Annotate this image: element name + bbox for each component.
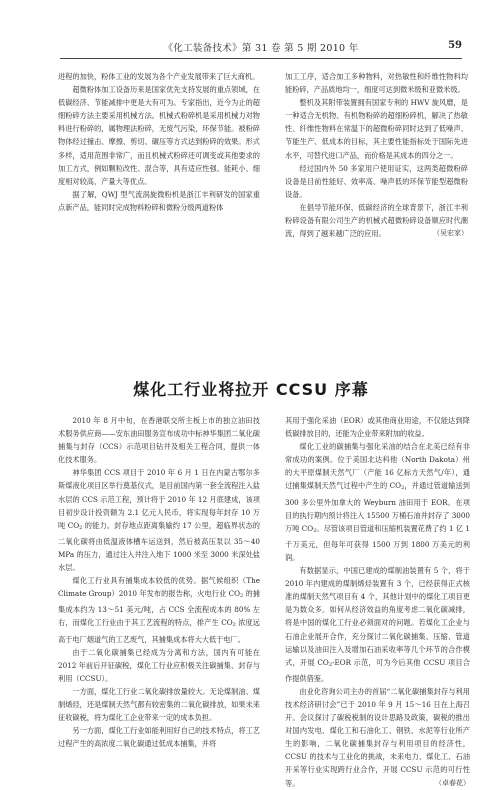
paragraph: 进程的加快，粉体工业的发展为各个产业发展带来了巨大商机。 xyxy=(58,72,260,81)
paragraph: 经过国内外 50 多家用户使用证实，这两类超微粉碎设备是目前性能好、效率高、噪声低的环保节能型超微粉设备。 xyxy=(285,163,468,199)
running-header xyxy=(60,40,462,56)
paragraph-text: 有数据显示，中国已建成的煤制油装置有 5 个，将于 2010 年内建成的煤制烯烃装置有 3 个，已经获得正式核准的煤制天然气项目有 4 个，其他计划中的煤化工项目更是为数众多。如何从经济效益的角度考虑二氧化碳减排，将是中国的煤化工行业必须面对的问题。若煤化工企业与石油企业展开合作，充分探讨二氧化碳捕集、压缩、管道运输以及油田注入及增加石油采收率等几个环节的合作模式，开展 CO xyxy=(285,566,470,667)
subscript: 2 xyxy=(313,527,317,534)
paragraph: 2010 年 8 月中旬，在香港联交所主板上市的独立油田技术服务供应商——安东油田服务宣布成功中标神华集团二氧化碳捕集与封存（CCS）示范项目钻井及相关工程合同，提供一体化技术服务。 xyxy=(58,416,260,465)
paragraph-text: 。尽管该项目管道和压缩机装置花费了约 1 亿 1 千万美元，但每年可获得 1500 万到 1800 万美元的利润。 xyxy=(285,523,470,562)
paragraph-text: 煤化工业的碳捕集与强化采油的结合在北美已经有非常成功的案例。位于美国北达科他（North Dakota）州的大平原煤制天然气厂（产能 16 亿标方天然气/年），通过捕集煤制天然气过程中产生的 CO xyxy=(285,442,470,491)
paragraph xyxy=(285,440,470,564)
top-right-column xyxy=(285,70,468,240)
subscript: 2 xyxy=(232,622,236,629)
paragraph-text: 在倡导节能环保、低碳经济的全球背景下，浙江丰利粉碎设备有限公司生产的机械式超微粉碎设备顺应时代潮流，得到了越来越广泛的应用。 xyxy=(285,202,468,239)
header-rule xyxy=(60,58,462,59)
page-number: 59 xyxy=(448,40,462,51)
paragraph-text: -EOR 示范，可为今后其他 CCSU 项目合作提供借鉴。 xyxy=(285,657,470,683)
paragraph-text: 煤化工行业具有捕集成本较低的优势。据气候组织（The Climate Group）2010 年发布的报告称，火电行业 CO xyxy=(58,576,260,599)
paragraph: 超微粉体加工设备历来是国家优先支持发展的重点领域，在低碳经济、节能减排中更是大有可为。专家指出，近今为止的超细粉碎方法主要采用机械方法。机械式粉碎机是采用机械力对物料进行粉碎的，属物理法粉碎，无废气污染，环保节能。被粉碎物体经过撞击、摩擦、剪切、碾压等方式达到粉碎的效果。形式多样，适用范围非常广，而且机械式粉碎还可调变或其他要求的加工方式，例如颗粒改性、混合等，具有适应性强、能耗小、细度相对较高、产量大等优点。 xyxy=(58,85,260,186)
author-signature: （卓春花） xyxy=(435,778,470,787)
paragraph-text: 的能力。封存地点距离集输约 17 公里，超临界状态的二氧化碳将由低温液体槽车运送到，然后被高压泵以 35～40 MPa 的压力，通过注入井注入地下 1000 米至 3000 米深处盐水层。 xyxy=(58,520,260,573)
paragraph: 其用于强化采油（EOR）或其他商业用途，不仅能达到降低碳排放目的，还能为企业带来附加的收益。 xyxy=(285,416,470,439)
subscript: 2 xyxy=(240,593,244,600)
paragraph: 由于二氧化碳捕集已经成为分离和方法，国内有可能在 2012 年前后开征碳税，煤化工行业应积极关注碳捕集、封存与利用（CCSU）。 xyxy=(58,647,260,683)
journal-title: 《化工装备技术》第 31 卷 第 5 期 2010 年 xyxy=(163,43,359,54)
paragraph: 整机及其附带装置拥有国家专利的 HWV 旋风磨，是一种适合无机物、有机物粉碎的超细粉碎机，解决了热敏性、纤维性物料在常温下的超微粉碎同时达到了低噪声、节能生产、低成本的目标，其主要性能指标处于国际先进水平，可替代进口产品，而价格是其成本的四分之一。 xyxy=(285,98,468,160)
paragraph: 另一方面，煤化工行业如能利用好自己的技术特点，将工艺过程产生的高浓度二氧化碳通过低成本捕集，并将 xyxy=(58,726,260,749)
paragraph-text: ，并通过管道输送到 300 多公里外加拿大的 Weyburn 油田用于 EOR。在项目的执行期内预计将注入 15500 万桶石油并封存了 3000 万吨 CO xyxy=(285,481,470,533)
paragraph xyxy=(285,201,468,240)
top-left-column xyxy=(58,70,260,214)
subscript: 2 xyxy=(328,661,333,668)
paragraph: 据了解，QWJ 型气流涡旋微粉机是浙江丰利研发的国家重点新产品，能同时完成物料粉碎和微粉分级两道粉体 xyxy=(58,189,260,212)
paragraph-text: 浓度远高于电厂烟道气的工艺废气，其捕集成本将大大低于电厂。 xyxy=(58,618,260,644)
subscript: 2 xyxy=(401,485,405,492)
paragraph: 加工工序，适合加工多种物料，对热敏性和纤维性物料均能粉碎，产品质地均一，细度可达到微米级和亚微米级。 xyxy=(285,72,468,95)
paragraph xyxy=(58,574,260,645)
bottom-left-column xyxy=(58,414,260,750)
paragraph-text: 神华集团 CCS 项目于 2010 年 6 月 1 日在内蒙古鄂尔多斯煤液化项目区举行奠基仪式，是目前国内第一套全流程注入盐水层的 CCS 示范工程，预计将于 2010 年 12 月底建成，该项目初步设计投资额为 2.1 亿元人民币，将实现每年封存 10 万吨 CO xyxy=(58,468,260,530)
paragraph: 一方面，煤化工行业二氧化碳排放量较大。无论煤制油、煤制烯烃，还是煤制天然气都有较密集的二氧化碳排放，如果未来征收碳税，将为煤化工企业带来一定的成本负担。 xyxy=(58,686,260,723)
author-signature: （吴宏家） xyxy=(433,229,468,238)
paragraph xyxy=(285,564,470,685)
paragraph xyxy=(58,466,260,574)
article-title: 煤化工行业将拉开 CCSU 序幕 xyxy=(133,380,369,399)
paragraph-text: 的捕集成本约为 13～51 美元/吨，占 CCS 全流程成本的 80% 左右，而煤化工行业由于其工艺流程的特点，排产生 CO xyxy=(58,589,260,628)
bottom-right-column xyxy=(285,414,470,790)
paragraph-text: 由业化咨询公司主办的首届“二氧化碳捕集封存与利用技术经济研讨会”已于 2010 年 9 月 15～16 日在上海召开。会议探讨了碳税税制的设计思路及政策，碳税的推出对国内发电、煤化工和石油化工、钢铁、水泥等行业所产生的影响，二氧化碳捕集封存与利用项目的经济性，CCSU 的技术与工业化的挑战，未来电力、煤化工、石油开采等行业实现跨行业合作，开展 CCSU 示范的可行性等。 xyxy=(285,686,470,788)
subscript: 2 xyxy=(79,524,83,531)
paragraph xyxy=(285,685,470,790)
